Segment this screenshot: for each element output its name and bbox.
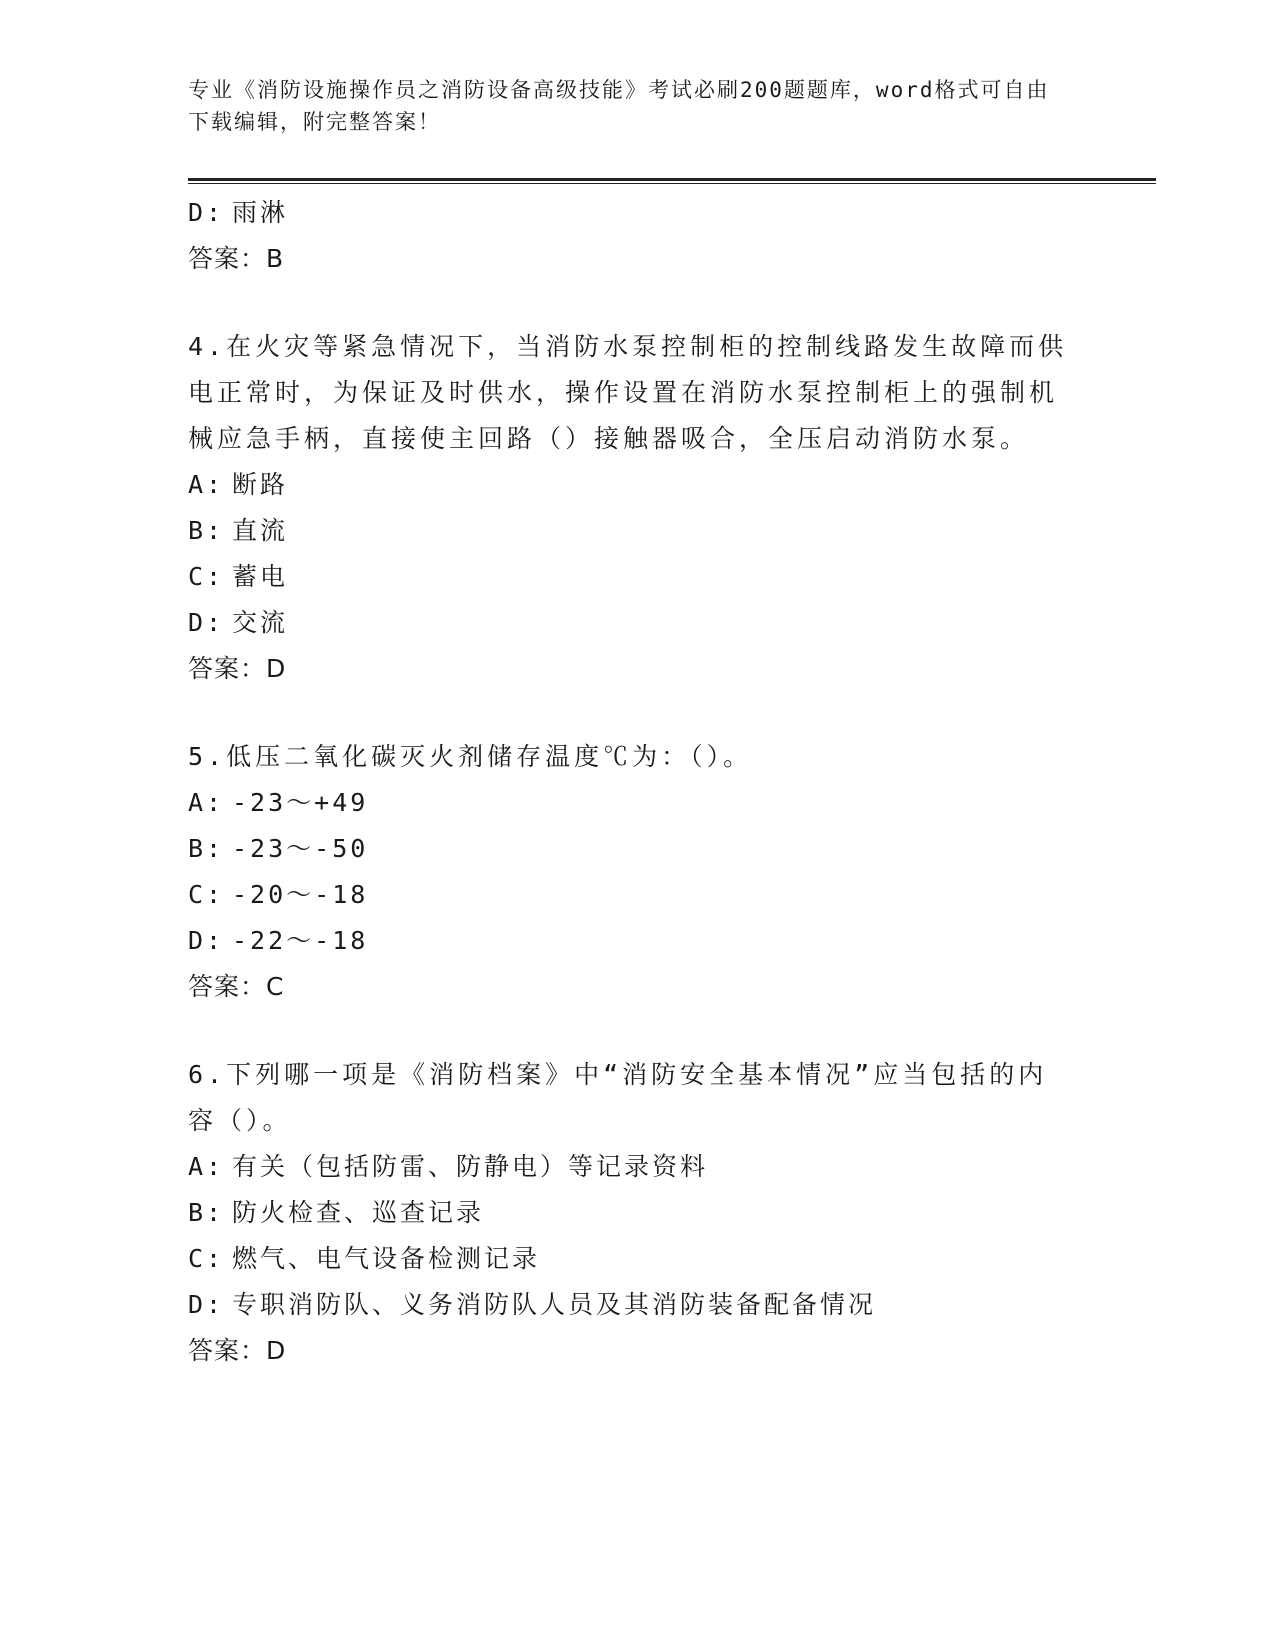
option-letter: B: xyxy=(188,1198,225,1227)
option-letter: C: xyxy=(188,1244,225,1273)
option-letter: C: xyxy=(188,880,225,909)
option-c xyxy=(188,1236,1088,1282)
option-letter: A: xyxy=(188,1152,225,1181)
option-text: -20～-18 xyxy=(232,880,369,909)
option-b xyxy=(188,508,1088,554)
option-letter: D: xyxy=(188,1290,225,1319)
option-c xyxy=(188,872,1088,918)
option-text: 燃气、电气设备检测记录 xyxy=(232,1244,541,1273)
option-letter: C: xyxy=(188,562,225,591)
option-letter: D: xyxy=(188,926,225,955)
option-letter: D: xyxy=(188,608,225,637)
option-text: 有关（包括防雷、防静电）等记录资料 xyxy=(232,1152,709,1181)
option-c xyxy=(188,554,1088,600)
option-text: 蓄电 xyxy=(232,562,289,591)
option-a xyxy=(188,462,1088,508)
answer: 答案：C xyxy=(188,972,285,1001)
option-text: -23～+49 xyxy=(232,788,369,817)
question-list xyxy=(188,190,1088,1374)
option-d xyxy=(188,1282,1088,1328)
option-letter: B: xyxy=(188,834,225,863)
option-text: 断路 xyxy=(232,470,289,499)
option-text: 交流 xyxy=(232,608,289,637)
option-d xyxy=(188,600,1088,646)
option-b xyxy=(188,826,1088,872)
option-d xyxy=(188,190,1088,236)
option-text: -23～-50 xyxy=(232,834,369,863)
option-letter: A: xyxy=(188,470,225,499)
option-a xyxy=(188,780,1088,826)
option-d xyxy=(188,918,1088,964)
option-letter: D: xyxy=(188,198,225,227)
option-text: 专职消防队、义务消防队人员及其消防装备配备情况 xyxy=(232,1290,877,1319)
header-rule xyxy=(188,178,1156,181)
question-5 xyxy=(188,734,1088,1010)
option-letter: A: xyxy=(188,788,225,817)
option-a xyxy=(188,1144,1088,1190)
answer: 答案：D xyxy=(188,1336,287,1365)
document-header: 专业《消防设施操作员之消防设备高级技能》考试必刷200题题库，word格式可自由下载编辑，附完整答案！ xyxy=(188,78,1050,134)
question-4 xyxy=(188,324,1088,692)
header-rule-thin xyxy=(188,183,1156,184)
option-text: 雨淋 xyxy=(232,198,289,227)
option-text: 直流 xyxy=(232,516,289,545)
answer: 答案：B xyxy=(188,244,285,273)
question-stem: 5.低压二氧化碳灭火剂储存温度℃为：（）。 xyxy=(188,742,753,771)
option-text: -22～-18 xyxy=(232,926,369,955)
option-b xyxy=(188,1190,1088,1236)
option-letter: B: xyxy=(188,516,225,545)
question-stem: 6.下列哪一项是《消防档案》中“消防安全基本情况”应当包括的内容（）。 xyxy=(188,1060,1048,1135)
question-6 xyxy=(188,1052,1088,1374)
answer: 答案：D xyxy=(188,654,287,683)
question-stem: 4.在火灾等紧急情况下，当消防水泵控制柜的控制线路发生故障而供电正常时，为保证及时供水，操作设置在消防水泵控制柜上的强制机械应急手柄，直接使主回路（）接触器吸合，全压启动消防水泵。 xyxy=(188,332,1068,453)
option-text: 防火检查、巡查记录 xyxy=(232,1198,485,1227)
